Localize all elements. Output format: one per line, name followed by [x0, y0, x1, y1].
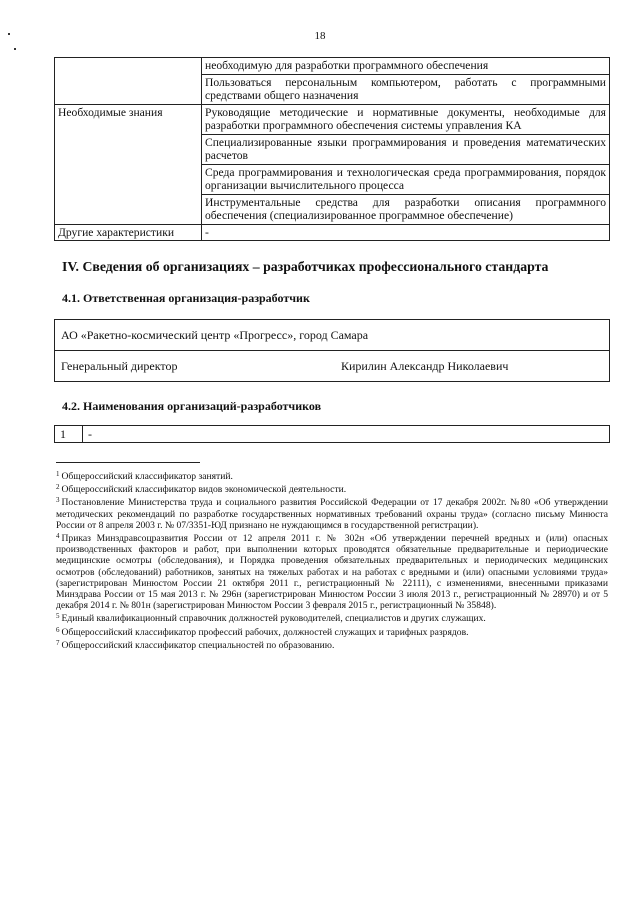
- org-signatory-row: [55, 351, 609, 381]
- footnote-number: 6: [56, 625, 60, 634]
- skills-table: [54, 57, 610, 241]
- page-number: 18: [314, 30, 326, 42]
- footnote-number: 2: [56, 483, 60, 492]
- footnote-number: 5: [56, 612, 60, 621]
- footnote-text: Приказ Минздравсоцразвития России от 12 апреля 2011 г. № 302н «Об утверждении перечней вредных и (или) опасных производственных факторов и работ, при выполнении которых проводятся обязательные предварительные и периодические медицинские осмотры (обследования), и Порядка проведения обязательных предварительных и периодических медицинских осмотров (обследований) работников, занятых на тяжелых работах и на работах с вредными и (или) опасными условиями труда» (зарегистрирован Минюстом России 21 октября 2011 г., регистрационный № 22111), с изменениями, внесенными приказами Минздрава России от 15 мая 2013 г. № 296н (зарегистрирован Минюстом России 3 июля 2013 г., регистрационный № 28970) и от 5 декабря 2014 г. № 801н (зарегистрирован Минюстом России 3 февраля 2015 г., регистрационный № 35848).: [56, 533, 608, 612]
- developer-value: -: [88, 427, 92, 441]
- table-value-cell: Среда программирования и технологическая среда программирования, порядок организации вычислительного процесса: [202, 164, 610, 194]
- footnote-text: Постановление Министерства труда и социального развития Российской Федерации от 17 декабря 2002г. №80 «Об утверждении методических рекомендаций по разработке государственных нормативных требований охраны труда» (согласно письму Минюста России от 8 апреля 2003 г. № 07/3351-ЮД признано не нуждающимся в государственной регистрации).: [56, 497, 608, 531]
- table-value-cell: необходимую для разработки программного обеспечения: [202, 58, 610, 75]
- table-value-cell: -: [202, 224, 610, 241]
- table-value-cell: Пользоваться персональным компьютером, работать с программными средствами общего назначения: [202, 74, 610, 104]
- developers-row: [54, 425, 610, 443]
- subsection-heading-developers: 4.2. Наименования организаций-разработчиков: [62, 399, 322, 413]
- org-name: АО «Ракетно-космический центр «Прогресс», город Самара: [55, 320, 609, 351]
- footnote: [56, 531, 608, 611]
- table-row: [55, 104, 610, 134]
- footnotes: [56, 469, 608, 651]
- table-label-cell: Необходимые знания: [55, 104, 202, 224]
- table-value-cell: Руководящие методические и нормативные документы, необходимые для разработки программного обеспечения системы управления КА: [202, 104, 610, 134]
- footnote-number: 1: [56, 470, 60, 478]
- responsible-org-box: [54, 319, 610, 382]
- org-person: Кирилин Александр Николаевич: [341, 359, 509, 373]
- footnote-text: Общероссийский классификатор профессий рабочих, должностей служащих и тарифных разрядов.: [61, 626, 469, 638]
- developer-number: 1: [55, 426, 83, 442]
- footnote-text: Общероссийский классификатор видов экономической деятельности.: [61, 484, 347, 496]
- table-label-cell: [55, 58, 202, 105]
- org-role: Генеральный директор: [61, 359, 178, 373]
- table-row: [55, 58, 610, 75]
- footnote: [56, 611, 608, 624]
- table-label-cell: Другие характеристики: [55, 224, 202, 241]
- section-heading: IV. Сведения об организациях – разработчиках профессионального стандарта: [62, 259, 549, 274]
- footnote-text: Единый квалификационный справочник должностей руководителей, специалистов и других служащих.: [61, 613, 486, 625]
- footnote: [56, 638, 608, 651]
- footnote-text: Общероссийский классификатор специальностей по образованию.: [61, 639, 335, 651]
- table-row: [55, 224, 610, 241]
- footnote-number: 3: [56, 496, 60, 505]
- table-value-cell: Инструментальные средства для разработки описания программного обеспечения (специализированное программное обеспечение): [202, 194, 610, 224]
- scan-dot: [14, 48, 16, 50]
- footnote-text: Общероссийский классификатор занятий.: [61, 471, 233, 482]
- subsection-heading-responsible: 4.1. Ответственная организация-разработчик: [62, 291, 310, 305]
- footnote: [56, 495, 608, 531]
- footnote-number: 4: [56, 532, 60, 541]
- footnote-number: 7: [56, 638, 60, 647]
- scan-dot: [8, 33, 10, 35]
- footnote: [56, 625, 608, 638]
- footnote: [56, 469, 608, 482]
- footnote-separator: [56, 462, 200, 463]
- table-value-cell: Специализированные языки программирования и проведения математических расчетов: [202, 134, 610, 164]
- footnote: [56, 482, 608, 495]
